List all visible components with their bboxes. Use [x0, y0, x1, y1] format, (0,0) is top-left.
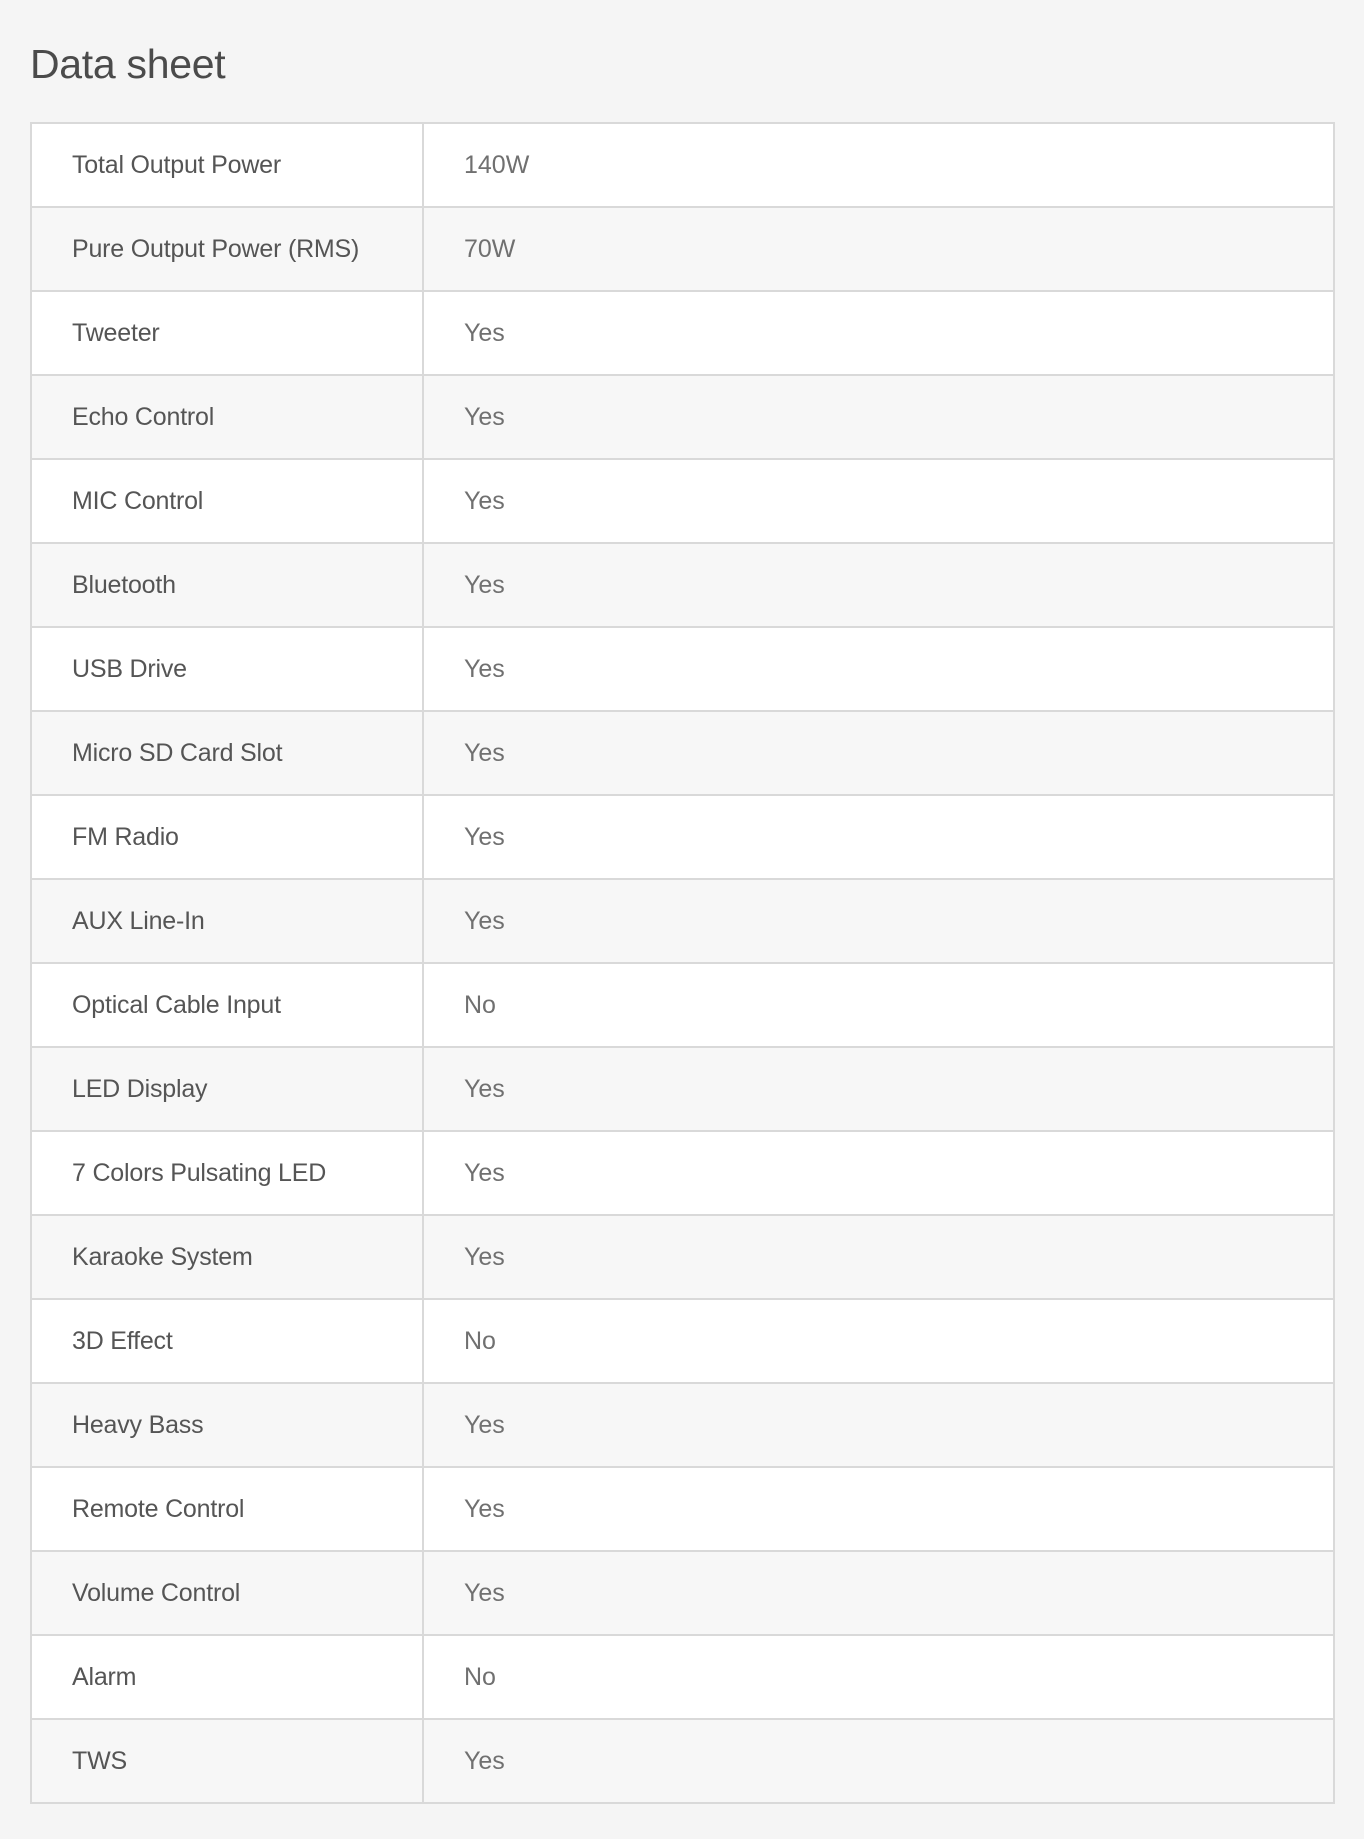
feature-value: Yes	[423, 1047, 1334, 1131]
table-row	[31, 627, 1334, 711]
feature-label: USB Drive	[31, 627, 423, 711]
feature-label: LED Display	[31, 1047, 423, 1131]
table-row	[31, 291, 1334, 375]
feature-value: Yes	[423, 627, 1334, 711]
feature-value: Yes	[423, 1467, 1334, 1551]
feature-value: Yes	[423, 711, 1334, 795]
feature-label: Optical Cable Input	[31, 963, 423, 1047]
table-row	[31, 543, 1334, 627]
feature-label: Echo Control	[31, 375, 423, 459]
table-row	[31, 459, 1334, 543]
feature-label: Volume Control	[31, 1551, 423, 1635]
section-title: Data sheet	[30, 41, 226, 87]
feature-value: No	[423, 1635, 1334, 1719]
table-row	[31, 1551, 1334, 1635]
data-sheet-table	[30, 122, 1335, 1804]
feature-label: Heavy Bass	[31, 1383, 423, 1467]
feature-label: Alarm	[31, 1635, 423, 1719]
feature-label: Bluetooth	[31, 543, 423, 627]
table-row	[31, 1383, 1334, 1467]
feature-label: AUX Line-In	[31, 879, 423, 963]
feature-value: No	[423, 963, 1334, 1047]
feature-label: Total Output Power	[31, 123, 423, 207]
feature-value: Yes	[423, 291, 1334, 375]
table-row	[31, 879, 1334, 963]
feature-label: Tweeter	[31, 291, 423, 375]
feature-value: Yes	[423, 1551, 1334, 1635]
feature-value: No	[423, 1299, 1334, 1383]
table-row	[31, 123, 1334, 207]
feature-label: Remote Control	[31, 1467, 423, 1551]
feature-label: 7 Colors Pulsating LED	[31, 1131, 423, 1215]
table-row	[31, 1215, 1334, 1299]
table-row	[31, 795, 1334, 879]
feature-value: 70W	[423, 207, 1334, 291]
feature-value: Yes	[423, 459, 1334, 543]
table-row	[31, 1131, 1334, 1215]
feature-value: Yes	[423, 543, 1334, 627]
feature-value: Yes	[423, 1383, 1334, 1467]
feature-value: Yes	[423, 1215, 1334, 1299]
feature-label: TWS	[31, 1719, 423, 1803]
feature-value: Yes	[423, 375, 1334, 459]
feature-label: Micro SD Card Slot	[31, 711, 423, 795]
table-row	[31, 1635, 1334, 1719]
table-row	[31, 1719, 1334, 1803]
table-row	[31, 963, 1334, 1047]
feature-value: 140W	[423, 123, 1334, 207]
feature-label: FM Radio	[31, 795, 423, 879]
table-row	[31, 711, 1334, 795]
table-row	[31, 375, 1334, 459]
feature-value: Yes	[423, 879, 1334, 963]
feature-value: Yes	[423, 1719, 1334, 1803]
feature-label: 3D Effect	[31, 1299, 423, 1383]
table-row	[31, 1047, 1334, 1131]
table-row	[31, 1467, 1334, 1551]
table-row	[31, 1299, 1334, 1383]
feature-value: Yes	[423, 1131, 1334, 1215]
table-row	[31, 207, 1334, 291]
feature-label: Pure Output Power (RMS)	[31, 207, 423, 291]
feature-value: Yes	[423, 795, 1334, 879]
feature-label: Karaoke System	[31, 1215, 423, 1299]
feature-label: MIC Control	[31, 459, 423, 543]
